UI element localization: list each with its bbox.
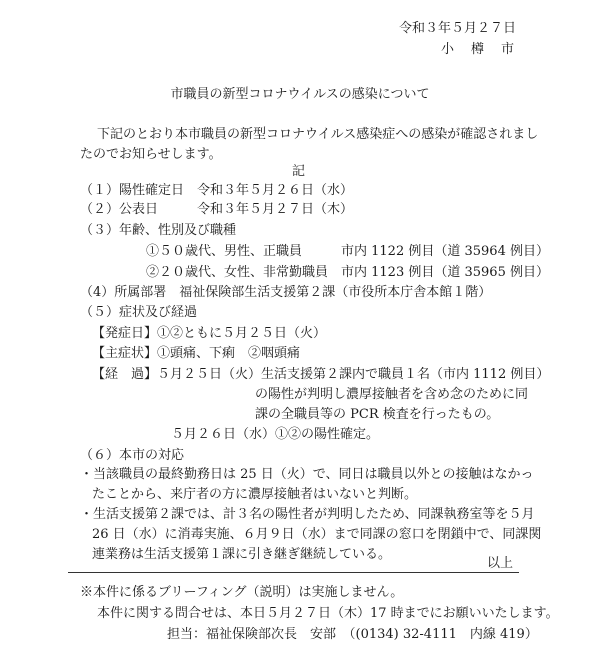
main-symptoms: 【主症状】①頭痛、下痢 ②咽頭痛 (92, 346, 301, 361)
response-2-line-1: ・生活支援第２課では、計３名の陽性者が判明したため、同課執務室等を５月 (80, 507, 535, 522)
course-line-4: ５月２６日（水）①②の陽性確定。 (171, 427, 380, 442)
contact-info: 担当：福祉保険部次長 安部 （(0134) 32-4111 内線 419） (167, 627, 538, 642)
item-department: （4）所属部署 福祉保険部生活支援第２課（市役所本庁舎本館１階） (80, 285, 492, 300)
course-line-3: 課の全職員等の PCR 検査を行ったもの。 (255, 407, 500, 422)
briefing-note: ※本件に係るブリーフィング（説明）は実施しません。 (80, 585, 404, 600)
response-2-line-3: 連業務は生活支援第１課に引き継ぎ継続している。 (92, 547, 392, 562)
item-positive-date: （１）陽性確定日 令和３年５月２６日（水） (80, 183, 354, 198)
onset-date: 【発症日】①②ともに５月２５日（火） (92, 326, 327, 341)
course-line-2: の陽性が判明し濃厚接触者を含め念のために同 (255, 387, 529, 402)
inquiry-note: 本件に関する問合せは、本日５月２７日（木）17 時までにお願いいたします。 (97, 606, 559, 621)
document-date: 令和３年５月２７日 (398, 21, 516, 36)
item-symptoms-heading: （５）症状及び経過 (80, 305, 198, 320)
section-divider (68, 572, 519, 573)
response-2-line-2: 26 日（水）に消毒実施、６月９日（水）まで同課の窓口を閉鎖中で、同課関 (92, 527, 542, 542)
response-1-line-2: たことから、来庁者の方に濃厚接触者はいないと判断。 (92, 487, 418, 502)
item-city-response-heading: （６）本市の対応 (80, 448, 185, 463)
intro-line-2: たのでお知らせします。 (80, 147, 222, 162)
document-title: 市職員の新型コロナウイルスの感染について (170, 87, 430, 102)
intro-line-1: 下記のとおり本市職員の新型コロナウイルス感染症への感染が確認されまし (97, 127, 539, 142)
person-2-detail: ②２０歳代、女性、非常勤職員 市内 1123 例目（道 35965 例目） (146, 265, 549, 280)
ijo-closing: 以上 (486, 556, 513, 571)
item-age-sex-job-heading: （３）年齢、性別及び職種 (80, 223, 237, 238)
ki-heading: 記 (292, 164, 306, 179)
response-1-line-1: ・当該職員の最終勤務日は 25 日（火）で、同日は職員以外との接触はなかっ (80, 467, 534, 482)
course-line-1: 【経 過】５月２５日（火）生活支援第２課内で職員１名（市内 1112 例目） (92, 367, 550, 382)
item-publication-date: （２）公表日 令和３年５月２７日（木） (80, 202, 354, 217)
issuer-name: 小 樽 市 (440, 42, 516, 57)
person-1-detail: ①５０歳代、男性、正職員 市内 1122 例目（道 35964 例目） (146, 244, 549, 259)
